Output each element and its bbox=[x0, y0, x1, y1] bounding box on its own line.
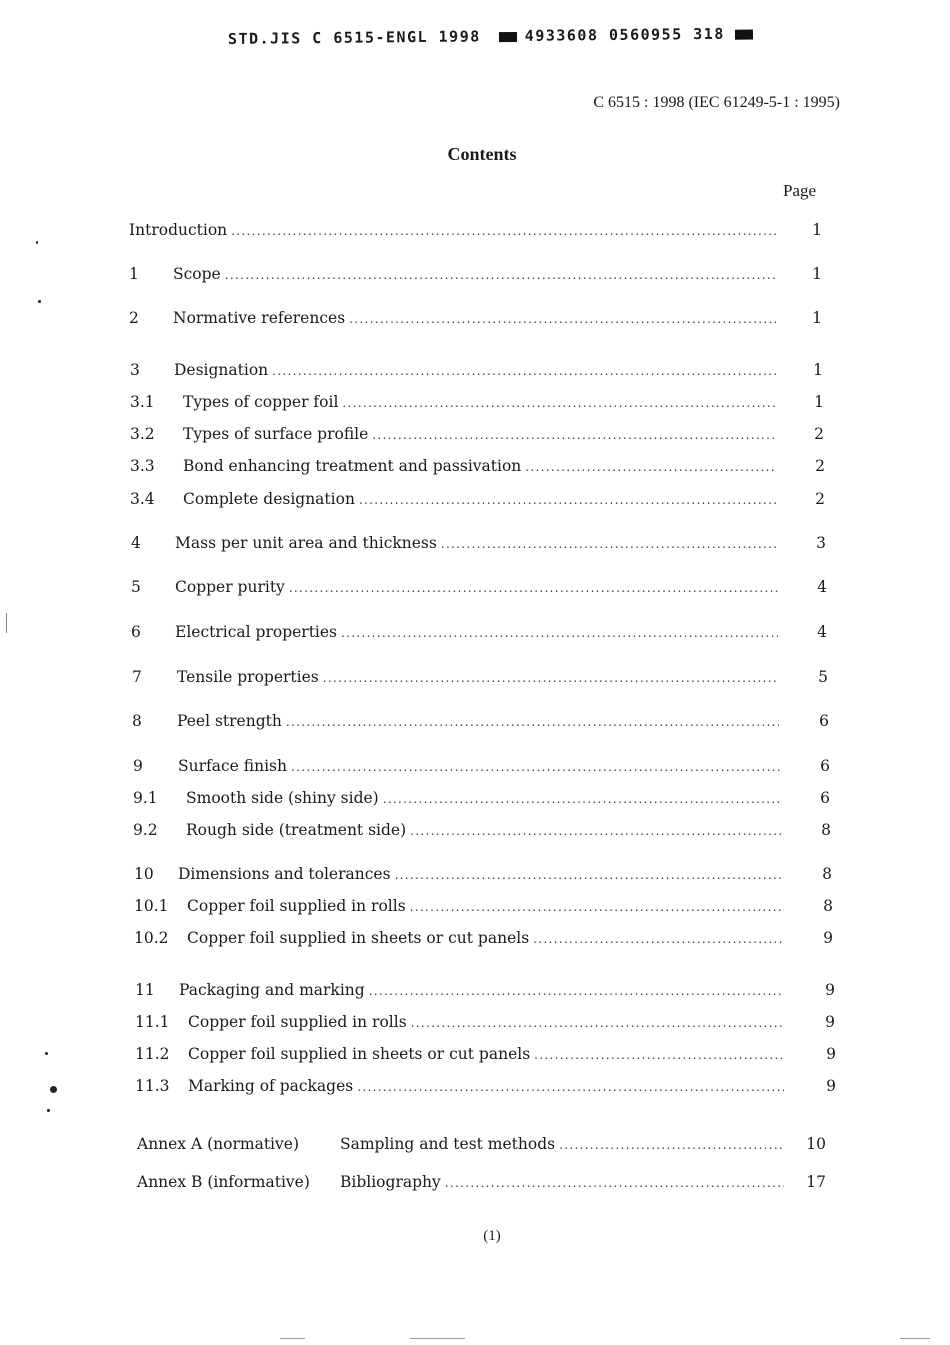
toc-number: 4 bbox=[131, 534, 141, 552]
toc-title: Tensile properties bbox=[177, 668, 319, 686]
toc-entry-11-2[interactable] bbox=[135, 1045, 836, 1065]
toc-entry-11-3[interactable] bbox=[135, 1077, 836, 1097]
toc-number: 3.4 bbox=[130, 490, 155, 508]
toc-page: 1 bbox=[813, 361, 823, 379]
toc-entry-10-2[interactable] bbox=[134, 929, 833, 949]
toc-title: Dimensions and tolerances bbox=[178, 865, 391, 883]
leader-dots bbox=[286, 715, 779, 729]
toc-page: 8 bbox=[821, 821, 831, 839]
toc-page: 6 bbox=[820, 789, 830, 807]
toc-number: 5 bbox=[131, 578, 141, 596]
scan-speck bbox=[6, 613, 7, 633]
toc-page: 1 bbox=[812, 265, 822, 283]
toc-number: 2 bbox=[129, 309, 139, 327]
toc-title: Copper foil supplied in sheets or cut panels bbox=[187, 929, 530, 947]
toc-page: 2 bbox=[814, 425, 824, 443]
scan-line bbox=[410, 1338, 465, 1339]
toc-number: 11.2 bbox=[135, 1045, 170, 1063]
leader-dots bbox=[225, 268, 776, 282]
toc-number: 9.1 bbox=[133, 789, 158, 807]
toc-number: 10.1 bbox=[134, 897, 169, 915]
leader-dots bbox=[445, 1176, 784, 1190]
toc-title: Bond enhancing treatment and passivation bbox=[183, 457, 522, 475]
toc-number: 10.2 bbox=[134, 929, 169, 947]
leader-dots bbox=[559, 1138, 784, 1152]
toc-page: 1 bbox=[814, 393, 824, 411]
toc-title: Smooth side (shiny side) bbox=[186, 789, 379, 807]
toc-title: Types of surface profile bbox=[183, 425, 369, 443]
toc-page: 10 bbox=[806, 1135, 826, 1153]
toc-entry-2[interactable] bbox=[129, 309, 822, 329]
toc-page: 1 bbox=[812, 221, 822, 239]
toc-entry-10[interactable] bbox=[134, 865, 832, 885]
page-column-label: Page bbox=[783, 181, 817, 200]
toc-number: 10 bbox=[134, 865, 154, 883]
leader-dots bbox=[349, 312, 776, 326]
leader-dots bbox=[359, 493, 777, 507]
toc-page: 9 bbox=[826, 1077, 836, 1095]
toc-number: 6 bbox=[131, 623, 141, 641]
toc-page: 4 bbox=[817, 623, 827, 641]
toc-page: 17 bbox=[806, 1173, 826, 1191]
toc-page: 9 bbox=[825, 1013, 835, 1031]
toc-entry-3[interactable] bbox=[130, 361, 823, 381]
leader-dots bbox=[342, 396, 776, 410]
scan-speck bbox=[47, 1109, 50, 1112]
toc-entry-annex-b[interactable] bbox=[137, 1173, 826, 1193]
leader-dots bbox=[395, 868, 781, 882]
toc-entry-8[interactable] bbox=[132, 712, 829, 732]
toc-title: Copper foil supplied in rolls bbox=[187, 897, 406, 915]
scan-line bbox=[280, 1338, 305, 1339]
toc-page: 6 bbox=[819, 712, 829, 730]
toc-title: Copper foil supplied in rolls bbox=[188, 1013, 407, 1031]
page-number: (1) bbox=[483, 1228, 501, 1244]
toc-page: 6 bbox=[820, 757, 830, 775]
toc-title: Complete designation bbox=[183, 490, 355, 508]
leader-dots bbox=[323, 671, 779, 685]
leader-dots bbox=[411, 1016, 783, 1030]
redaction-block-icon bbox=[735, 29, 753, 39]
scan-speck bbox=[38, 300, 41, 303]
toc-number: 11.1 bbox=[135, 1013, 170, 1031]
leader-dots bbox=[291, 760, 780, 774]
toc-entry-5[interactable] bbox=[131, 578, 827, 598]
toc-page: 9 bbox=[825, 981, 835, 999]
scan-speck bbox=[36, 241, 38, 244]
toc-entry-11-1[interactable] bbox=[135, 1013, 835, 1033]
toc-title: Electrical properties bbox=[175, 623, 338, 641]
toc-page: 9 bbox=[823, 929, 833, 947]
toc-page: 2 bbox=[815, 490, 825, 508]
toc-number: 3 bbox=[130, 361, 140, 379]
leader-dots bbox=[272, 364, 776, 378]
scan-speck bbox=[50, 1086, 57, 1093]
leader-dots bbox=[410, 824, 781, 838]
toc-title: Marking of packages bbox=[188, 1077, 354, 1095]
document-id: C 6515 : 1998 (IEC 61249-5-1 : 1995) bbox=[593, 94, 840, 111]
toc-title: Copper purity bbox=[175, 578, 285, 596]
toc-number: 11.3 bbox=[135, 1077, 170, 1095]
serial-number: 4933608 0560955 318 bbox=[524, 24, 725, 45]
toc-title: Surface finish bbox=[178, 757, 287, 775]
leader-dots bbox=[341, 626, 778, 640]
toc-title: Introduction bbox=[129, 221, 228, 239]
toc-page: 4 bbox=[817, 578, 827, 596]
toc-entry-3-3[interactable] bbox=[130, 457, 825, 477]
leader-dots bbox=[533, 932, 782, 946]
toc-number: Annex B (informative) bbox=[137, 1173, 310, 1191]
toc-entry-3-2[interactable] bbox=[130, 425, 824, 445]
toc-number: 7 bbox=[132, 668, 142, 686]
header-stamp bbox=[228, 24, 828, 48]
leader-dots bbox=[357, 1080, 784, 1094]
toc-title: Normative references bbox=[173, 309, 346, 327]
toc-title: Sampling and test methods bbox=[340, 1135, 556, 1153]
toc-number: 3.1 bbox=[130, 393, 155, 411]
toc-entry-4[interactable] bbox=[131, 534, 826, 554]
toc-number: 3.3 bbox=[130, 457, 155, 475]
toc-entry-6[interactable] bbox=[131, 623, 827, 643]
toc-entry-1[interactable] bbox=[129, 265, 822, 285]
toc-number: Annex A (normative) bbox=[137, 1135, 299, 1153]
std-code: STD.JIS C 6515-ENGL 1998 bbox=[227, 27, 481, 48]
toc-entry-10-1[interactable] bbox=[134, 897, 833, 917]
toc-entry-11[interactable] bbox=[135, 981, 835, 1001]
leader-dots bbox=[441, 537, 778, 551]
leader-dots bbox=[372, 428, 776, 442]
toc-number: 11 bbox=[135, 981, 155, 999]
toc-title: Peel strength bbox=[177, 712, 282, 730]
toc-title: Types of copper foil bbox=[183, 393, 339, 411]
toc-page: 2 bbox=[815, 457, 825, 475]
toc-title: Designation bbox=[174, 361, 269, 379]
leader-dots bbox=[289, 581, 778, 595]
toc-title: Mass per unit area and thickness bbox=[175, 534, 437, 552]
toc-number: 3.2 bbox=[130, 425, 155, 443]
redaction-block-icon bbox=[499, 31, 517, 41]
toc-title: Packaging and marking bbox=[179, 981, 365, 999]
toc-number: 9.2 bbox=[133, 821, 158, 839]
toc-number: 8 bbox=[132, 712, 142, 730]
leader-dots bbox=[410, 900, 782, 914]
toc-entry-9-1[interactable] bbox=[133, 789, 830, 809]
toc-entry-introduction[interactable] bbox=[129, 221, 822, 241]
scan-speck bbox=[45, 1052, 48, 1055]
toc-entry-7[interactable] bbox=[132, 668, 828, 688]
toc-title: Rough side (treatment side) bbox=[186, 821, 407, 839]
toc-entry-9[interactable] bbox=[133, 757, 830, 777]
leader-dots bbox=[369, 984, 783, 998]
toc-entry-9-2[interactable] bbox=[133, 821, 831, 841]
toc-entry-annex-a[interactable] bbox=[137, 1135, 826, 1155]
toc-page: 1 bbox=[812, 309, 822, 327]
toc-title: Copper foil supplied in sheets or cut panels bbox=[188, 1045, 531, 1063]
toc-title: Bibliography bbox=[340, 1173, 441, 1191]
leader-dots bbox=[534, 1048, 784, 1062]
page-title: Contents bbox=[447, 144, 517, 164]
leader-dots bbox=[383, 792, 780, 806]
toc-title: Scope bbox=[173, 265, 221, 283]
toc-entry-3-4[interactable] bbox=[130, 490, 825, 510]
toc-page: 3 bbox=[816, 534, 826, 552]
toc-entry-3-1[interactable] bbox=[130, 393, 824, 413]
toc-page: 5 bbox=[818, 668, 828, 686]
toc-page: 8 bbox=[822, 865, 832, 883]
scan-line bbox=[900, 1338, 930, 1339]
toc-page: 8 bbox=[823, 897, 833, 915]
toc-page: 9 bbox=[826, 1045, 836, 1063]
toc-number: 9 bbox=[133, 757, 143, 775]
leader-dots bbox=[525, 460, 777, 474]
leader-dots bbox=[231, 224, 776, 238]
toc-number: 1 bbox=[129, 265, 139, 283]
